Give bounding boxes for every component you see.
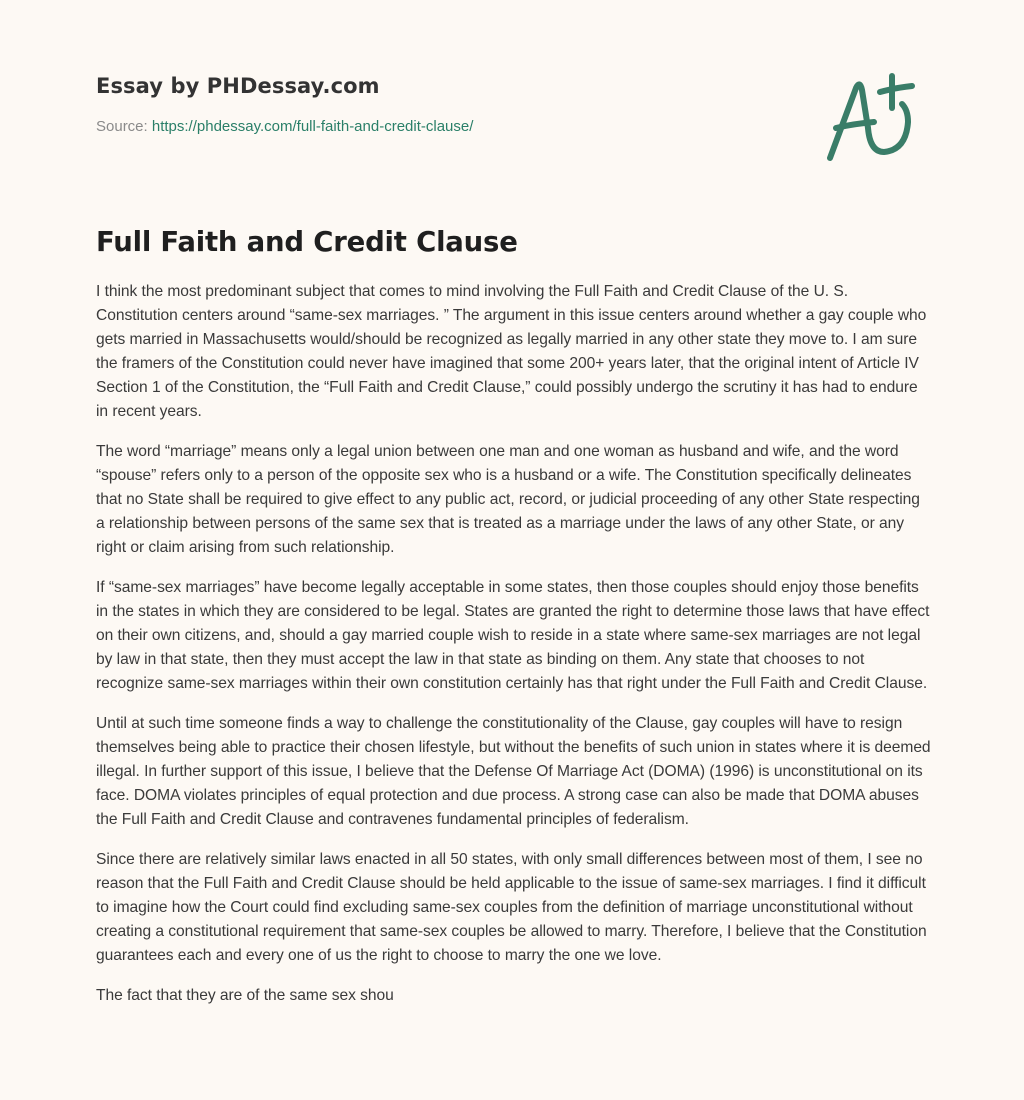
a-plus-grade-icon [822, 66, 928, 166]
article [96, 226, 932, 1024]
paragraph: The word “marriage” means only a legal union between one man and one woman as husband and wife, and the word “spouse” refers only to a person of the opposite sex who is a husband or a wife. The Constitution specifically delineates that no State shall be required to give effect to any public act, record, or judicial proceeding of any other State respecting a relationship between persons of the same sex that is treated as a marriage under the laws of any other State, or any right or claim arising from such relationship. [96, 443, 920, 556]
paragraph: Since there are relatively similar laws enacted in all 50 states, with only small differences between most of them, I see no reason that the Full Faith and Credit Clause should be held applicable to the issue of same-sex marriages. I find it difficult to imagine how the Court could find excluding same-sex couples from the definition of marriage unconstitutional without creating a constitutional requirement that same-sex couples be allowed to marry. Therefore, I believe that the Constitution guarantees each and every one of us the right to choose to marry the one we love. [96, 851, 927, 964]
paragraph: I think the most predominant subject that comes to mind involving the Full Faith and Credit Clause of the U. S. Constitution centers around “same-sex marriages. ” The argument in this issue centers around whether a gay couple who gets married in Massachusetts would/should be recognized as legally married in any other state they move to. I am sure the framers of the Constitution could never have imagined that some 200+ years later, that the original intent of Article IV Section 1 of the Constitution, the “Full Faith and Credit Clause,” could possibly undergo the scrutiny it has had to endure in recent years. [96, 283, 927, 420]
source-label: Source: [96, 118, 152, 135]
page-header [96, 74, 796, 135]
source-line [96, 118, 796, 135]
source-link[interactable]: https://phdessay.com/full-faith-and-credit-clause/ [151, 118, 474, 135]
paragraph: If “same-sex marriages” have become legally acceptable in some states, then those couples should enjoy those benefits in the states in which they are considered to be legal. States are granted the right to determine those laws that have effect on their own citizens, and, should a gay married couple wish to reside in a state where same-sex marriages are not legal by law in that state, then they must accept the law in that state as binding on them. Any state that chooses to not recognize same-sex marriages within their own constitution certainly has that right under the Full Faith and Credit Clause. [96, 579, 930, 692]
paragraph: Until at such time someone finds a way to challenge the constitutionality of the Clause, gay couples will have to resign themselves being able to practice their chosen lifestyle, but without the benefits of such union in states where it is deemed illegal. In further support of this issue, I believe that the Defense Of Marriage Act (DOMA) (1996) is unconstitutional on its face. DOMA violates principles of equal protection and due process. A strong case can also be made that DOMA abuses the Full Faith and Credit Clause and contravenes fundamental principles of federalism. [96, 715, 931, 828]
site-title: Essay by PHDessay.com [96, 74, 380, 98]
paragraph-truncated: The fact that they are of the same sex shou [96, 987, 394, 1004]
article-title: Full Faith and Credit Clause [96, 226, 518, 258]
